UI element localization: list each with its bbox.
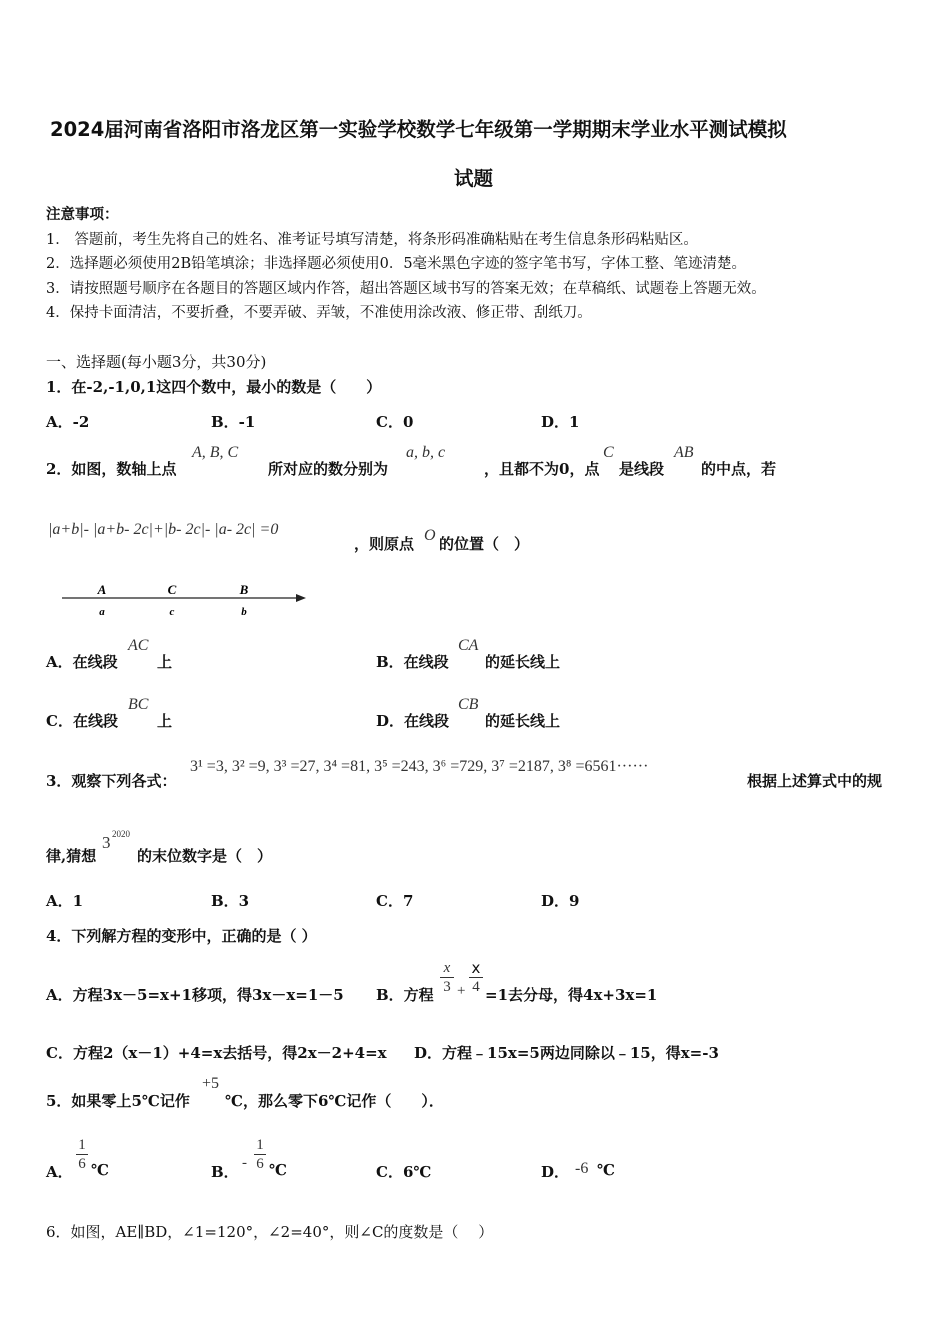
q3-power-base: 3 [102, 833, 111, 852]
section-heading: 一、选择题(每小题3分，共30分) [46, 353, 267, 371]
q2-points: A, B, C [192, 444, 239, 461]
q5-option-b-minus: - [242, 1155, 247, 1171]
q2-stem-part: 是线段 [619, 460, 665, 478]
q2-equation: |a+b|- |a+b- 2c|+|b- 2c|- |a- 2c| =0 [48, 521, 279, 538]
q2-stem-part: 的中点，若 [701, 460, 777, 478]
q5-option-d-value: -6 [575, 1160, 589, 1177]
axis-label-b: B [239, 582, 249, 597]
q2-point-c: C [603, 444, 614, 461]
fraction-denominator: 3 [443, 979, 451, 995]
q1-option-d: D．1 [541, 413, 580, 431]
q3-stem-part: 3．观察下列各式： [46, 772, 177, 790]
axis-value-c: c [169, 606, 175, 618]
axis-label-c: C [167, 582, 177, 597]
q6-stem: 6．如图，AE∥BD，∠1=120°，∠2=40°，则∠C的度数是（ ） [46, 1223, 494, 1241]
q4-option-b-prefix: B．方程 [376, 986, 434, 1004]
number-line-arrow [296, 594, 306, 602]
q2-stem-part: 的位置（ ） [439, 535, 530, 553]
q5-stem-part: 5．如果零上5℃记作 [46, 1092, 190, 1110]
q3-series: 3¹ =3, 3² =9, 3³ =27, 3⁴ =81, 3⁵ =243, 3⁶ =729, 3⁷ =2187, 3⁸ =6561······ [190, 758, 649, 775]
q2-option-a-suffix: 上 [157, 653, 173, 671]
q3-option-a: A．1 [46, 892, 84, 910]
note-item: 2．选择题必须使用2B铅笔填涂；非选择题必须使用0．5毫米黑色字迹的签字笔书写，字体工整、笔迹清楚。 [46, 256, 747, 272]
q3-power-exponent: 2020 [112, 829, 130, 839]
q1-stem: 1．在-2,-1,0,1这四个数中，最小的数是（ ） [46, 378, 382, 396]
q4-fraction-x-over-3 [440, 960, 454, 995]
q2-option-d-suffix: 的延长线上 [485, 712, 561, 730]
q3-option-c: C．7 [376, 892, 414, 910]
q2-option-d: D．在线段 [376, 712, 450, 730]
q3-stem-part: 的末位数字是（ ） [137, 847, 273, 865]
notes-heading: 注意事项： [46, 206, 119, 223]
number-line-figure [58, 580, 318, 620]
q5-option-c: C．6℃ [376, 1163, 432, 1181]
page-title-line2: 试题 [454, 167, 494, 190]
q2-option-a-math: AC [128, 637, 149, 654]
note-item: 3．请按照题号顺序在各题目的答题区域内作答，超出答题区域书写的答案无效；在草稿纸、试题卷上答题无效。 [46, 281, 766, 297]
q4-option-d: D．方程﹣15x=5两边同除以﹣15，得x=-3 [414, 1044, 719, 1062]
q3-stem-part: 根据上述算式中的规 [747, 772, 883, 790]
q4-stem: 4．下列解方程的变形中，正确的是（ ） [46, 927, 317, 945]
q5-option-b: B． [211, 1163, 239, 1181]
q1-option-b: B．-1 [211, 413, 256, 431]
q4-option-c: C．方程2（x－1）+4=x去括号，得2x－2+4=x [46, 1044, 387, 1062]
q4-option-b-suffix: =1去分母，得4x+3x=1 [485, 986, 658, 1004]
q2-stem-part: 所对应的数分别为 [268, 460, 389, 478]
q5-option-a-fraction [76, 1137, 88, 1172]
fraction-numerator: 1 [78, 1137, 86, 1153]
q2-option-a: A．在线段 [46, 653, 118, 671]
note-item: 4．保持卡面清洁，不要折叠，不要弄破、弄皱，不准使用涂改液、修正带、刮纸刀。 [46, 305, 592, 321]
fraction-denominator: 6 [78, 1156, 86, 1172]
fraction-denominator: 4 [472, 979, 480, 995]
q5-option-d: D． [541, 1163, 570, 1181]
q2-segment-ab: AB [674, 444, 694, 461]
q4-option-a: A．方程3x－5=x+1移项，得3x－x=1－5 [46, 986, 344, 1004]
axis-value-b: b [241, 606, 247, 618]
q2-values: a, b, c [406, 444, 446, 461]
q2-option-c: C．在线段 [46, 712, 118, 730]
q3-stem-part: 律,猜想 [46, 847, 97, 865]
q5-option-a: A． [46, 1163, 73, 1181]
fraction-numerator: x [471, 959, 481, 977]
axis-value-a: a [99, 606, 105, 618]
q4-fraction-x-over-4 [469, 960, 483, 995]
q2-option-b: B．在线段 [376, 653, 449, 671]
q1-option-c: C．0 [376, 413, 414, 431]
note-item: 1． 答题前，考生先将自己的姓名、准考证号填写清楚，将条形码准确粘贴在考生信息条形码粘贴区。 [46, 232, 698, 248]
fraction-numerator: x [443, 960, 451, 976]
axis-label-a: A [97, 582, 107, 597]
fraction-numerator: 1 [256, 1137, 264, 1153]
page-title: 2024届河南省洛阳市洛龙区第一实验学校数学七年级第一学期期末学业水平测试模拟 [50, 118, 787, 141]
q2-stem-part: ，则原点 [354, 535, 415, 553]
q2-option-b-suffix: 的延长线上 [485, 653, 561, 671]
q2-option-c-suffix: 上 [157, 712, 173, 730]
q2-option-d-math: CB [458, 696, 479, 713]
q3-option-b: B．3 [211, 892, 250, 910]
q5-option-b-fraction [254, 1137, 266, 1172]
q5-plus-five: +5 [202, 1075, 220, 1092]
q2-stem-part: 2．如图，数轴上点 [46, 460, 177, 478]
q3-option-d: D．9 [541, 892, 580, 910]
q2-stem-part: ，且都不为0，点 [484, 460, 600, 478]
q4-plus-sign: + [457, 983, 466, 999]
q2-option-b-math: CA [458, 637, 479, 654]
fraction-denominator: 6 [256, 1156, 264, 1172]
q5-option-d-unit: ℃ [597, 1161, 615, 1179]
q5-option-a-unit: ℃ [91, 1161, 109, 1179]
q5-stem-part: ℃，那么零下6℃记作（ ）． [225, 1092, 444, 1110]
q1-option-a: A．-2 [46, 413, 90, 431]
q5-option-b-unit: ℃ [269, 1161, 287, 1179]
q2-option-c-math: BC [128, 696, 149, 713]
q2-origin-o: O [424, 527, 436, 544]
